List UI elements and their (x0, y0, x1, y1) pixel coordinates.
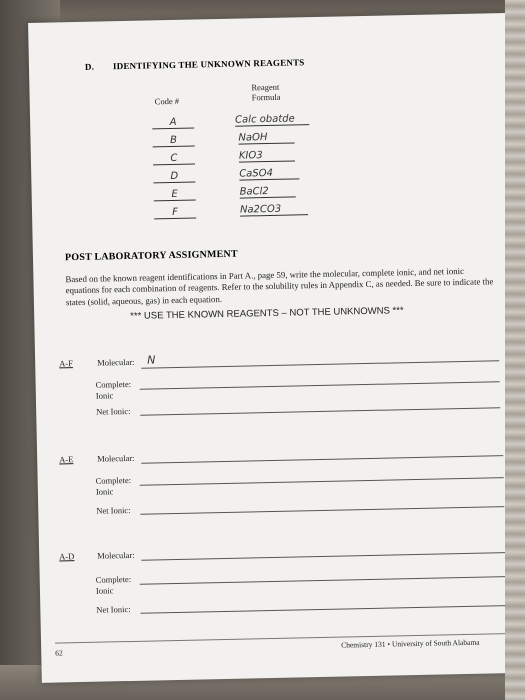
complete-answer-line[interactable] (140, 477, 504, 486)
formula-entry: Na2CO3 (240, 203, 308, 216)
molecular-label: Molecular: (97, 549, 135, 561)
net-ionic-label: Net Ionic: (96, 603, 131, 615)
molecular-answer-line[interactable] (141, 360, 499, 368)
combo-pair-label: A-D (59, 551, 75, 562)
net-ionic-label: Net Ionic: (96, 405, 131, 417)
molecular-answer-line[interactable] (141, 552, 505, 561)
section-title: IDENTIFYING THE UNKNOWN REAGENTS (112, 57, 305, 72)
page-number: 62 (55, 648, 63, 658)
molecular-label: Molecular: (97, 356, 135, 368)
combo-pair-label: A-F (59, 358, 73, 369)
complete-answer-line[interactable] (140, 381, 500, 390)
formula-header-line1: Reagent (251, 81, 280, 93)
known-reagents-notice: *** USE THE KNOWN REAGENTS – NOT THE UNKNOWNS *** (130, 305, 404, 322)
ionic-label: Ionic (95, 390, 114, 401)
code-entry: C (153, 153, 195, 166)
footer-course: Chemistry 131 • University of South Alabama (341, 637, 480, 650)
code-header: Code # (154, 95, 180, 107)
formula-entry: BaCl2 (240, 185, 296, 198)
section-letter: D. (84, 61, 95, 72)
molecular-answer: N (147, 353, 156, 367)
combo-pair-label: A-E (59, 454, 74, 465)
complete-answer-line[interactable] (140, 576, 506, 585)
formula-entry: KIO3 (239, 149, 295, 162)
formula-header-line2: Formula (251, 91, 281, 103)
formula-entry: NaOH (238, 131, 294, 144)
ionic-label: Ionic (95, 486, 114, 497)
molecular-label: Molecular: (97, 452, 135, 464)
code-entry: A (152, 117, 194, 130)
worksheet-page (28, 13, 520, 683)
net-ionic-answer-line[interactable] (140, 605, 506, 614)
post-lab-title: POST LABORATORY ASSIGNMENT (64, 248, 238, 264)
complete-label: Complete: (95, 474, 132, 486)
binder-edge (505, 0, 525, 700)
molecular-answer-line[interactable] (141, 455, 503, 464)
net-ionic-label: Net Ionic: (96, 504, 131, 516)
complete-label: Complete: (95, 573, 132, 585)
post-lab-instructions: Based on the known reagent identifications in Part A., page 59, write the molecular, complete ionic, and net ionic equations for each combination of reagents. Refer to the solubility rules in Appendix C, as needed. Be sure to indicate the states (solid, aqueous, gas) in each equation. (65, 265, 494, 307)
complete-label: Complete: (95, 378, 132, 390)
code-entry: B (152, 135, 194, 148)
net-ionic-answer-line[interactable] (140, 506, 504, 515)
formula-entry: Calc obatde (235, 113, 309, 127)
code-entry: F (154, 207, 196, 220)
code-entry: D (153, 171, 195, 184)
net-ionic-answer-line[interactable] (140, 407, 500, 416)
code-entry: E (154, 189, 196, 202)
formula-entry: CaSO4 (239, 167, 299, 180)
ionic-label: Ionic (95, 585, 114, 596)
